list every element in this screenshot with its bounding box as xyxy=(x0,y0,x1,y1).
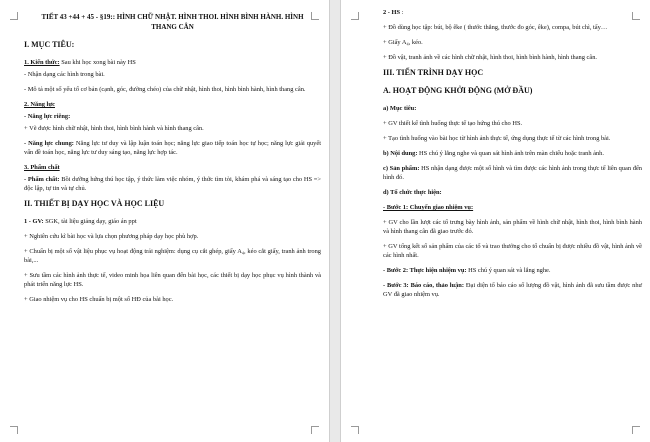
crop-mark-bottom-right xyxy=(311,426,319,434)
step-3-text: Đại diện tổ báo cáo số lượng đồ vật, hình ảnh đã sưu tầm được như GV đã giao nhiệm vụ. xyxy=(383,282,642,298)
section-process: III. TIẾN TRÌNH DẠY HỌC xyxy=(383,68,484,77)
section-objectives: I. MỤC TIÊU: xyxy=(24,40,75,49)
crop-mark-bottom-right xyxy=(632,426,640,434)
product-label: c) Sản phẩm: xyxy=(383,165,420,172)
specific-competence-line-1: + Vẽ được hình chữ nhật, hình thoi, hình bình hành và hình thang cân. xyxy=(24,125,204,132)
teacher-label: 1 - GV: xyxy=(24,218,44,225)
teacher-heading xyxy=(24,217,321,226)
general-competence xyxy=(24,139,321,157)
goal-heading xyxy=(383,104,642,113)
step-3-label: - Bước 3: Báo cáo, thảo luận: xyxy=(383,282,464,289)
teacher-line-4: + Giao nhiệm vụ cho HS chuẩn bị một số HĐ của bài học. xyxy=(24,296,174,303)
knowledge-line-1: - Nhận dạng các hình trong bài. xyxy=(24,71,105,78)
step-2-text: HS chú ý quan sát và lắng nghe. xyxy=(466,267,551,274)
student-line-1: + Đồ dùng học tập: bút, bộ êke ( thước thẳng, thước đo góc, êke), compa, bút chì, tẩy… xyxy=(383,24,608,31)
step-1-label: - Bước 1: Chuyển giao nhiệm vụ: xyxy=(383,204,474,211)
organization-label: d) Tổ chức thực hiện: xyxy=(383,189,442,196)
student-line-3: + Đồ vật, tranh ảnh về các hình chữ nhật, hình thoi, hình bình hành, hình thang cân. xyxy=(383,54,598,61)
qualities-heading xyxy=(24,163,321,172)
teacher-line-2: + Chuẩn bị một số vật liệu phục vụ hoạt động trải nghiệm: dụng cụ cắt ghép, giấy A₄, kéo cắt giấy, tranh ảnh trong bài,... xyxy=(24,248,321,264)
competence-label: 2. Năng lực xyxy=(24,101,55,108)
goal-line-1: + GV thiết kế tình huống thực tế tạo hứng thú cho HS. xyxy=(383,120,523,127)
page-right xyxy=(340,0,650,442)
section-equipment: II. THIẾT BỊ DẠY HỌC VÀ HỌC LIỆU xyxy=(24,199,165,208)
product-text: HS nhận dạng được một số hình và tìm được các hình ảnh trong thực tế liên quan đến hình đó. xyxy=(383,165,642,181)
qualities-sub-label: - Phẩm chất: xyxy=(24,176,60,183)
teacher-text: SGK, tài liệu giảng dạy, giáo án ppt xyxy=(43,218,137,225)
knowledge-heading xyxy=(24,58,321,67)
step-1-heading xyxy=(383,203,642,212)
content-text: HS chú ý lắng nghe và quan sát hình ảnh trên màn chiếu hoặc tranh ảnh. xyxy=(417,150,604,157)
crop-mark-top-right xyxy=(632,12,640,20)
section-activity-a: A. HOẠT ĐỘNG KHỞI ĐỘNG (MỞ ĐẦU) xyxy=(383,86,533,95)
product-block xyxy=(383,164,642,182)
crop-mark-top-right xyxy=(311,12,319,20)
student-line-2: + Giấy A₄, kéo. xyxy=(383,39,423,46)
student-colon: : xyxy=(400,9,404,16)
organization-heading xyxy=(383,188,642,197)
step-2-block xyxy=(383,266,642,275)
step-2-label: - Bước 2: Thực hiện nhiệm vụ: xyxy=(383,267,467,274)
step-3-block xyxy=(383,281,642,299)
student-label: 2 - HS xyxy=(383,9,401,16)
specific-competence-label: - Năng lực riêng: xyxy=(24,113,71,120)
crop-mark-bottom-left xyxy=(10,426,18,434)
goal-line-2: + Tạo tình huống vào bài học từ hình ảnh thực tế, ứng dụng thực tế từ các hình trong bài. xyxy=(383,135,611,142)
student-heading xyxy=(383,8,642,17)
competence-heading xyxy=(24,100,321,109)
qualities-label: 3. Phẩm chất xyxy=(24,164,60,171)
crop-mark-top-left xyxy=(10,12,18,20)
general-competence-text: Năng lực tư duy và lập luận toán học; năng lực giao tiếp toán học tự học; năng lực giải quyết vấn đề toán học, năng lực tư duy sáng tạo, năng lực hợp tác. xyxy=(24,140,321,156)
teacher-line-3: + Sưu tầm các hình ảnh thực tế, video minh họa liên quan đến bài học, các thiết bị dạy học phục vụ hình thành và phát triển năng lực HS. xyxy=(24,272,321,288)
step-1-line-2: + GV tổng kết số sản phẩm của các tổ và trao thưởng cho tổ chuẩn bị được nhiều đồ vật, hình ảnh về các hình nhất. xyxy=(383,243,642,259)
qualities-text-block xyxy=(24,175,321,193)
lesson-title: TIẾT 43 +44 + 45 - §19:: HÌNH CHỮ NHẬT. HÌNH THOI. HÌNH BÌNH HÀNH. HÌNH THANG CÂN xyxy=(41,13,304,31)
specific-competence-heading xyxy=(24,112,321,121)
knowledge-text: Sau khi học xong bài này HS xyxy=(59,59,136,66)
general-competence-label: - Năng lực chung: xyxy=(24,140,74,147)
goal-label: a) Mục tiêu: xyxy=(383,105,417,112)
knowledge-label: 1. Kiến thức: xyxy=(24,59,60,66)
crop-mark-top-left xyxy=(351,12,359,20)
teacher-line-1: + Nghiên cứu kĩ bài học và lựa chọn phương pháp dạy học phù hợp. xyxy=(24,233,199,240)
content-block xyxy=(383,149,642,158)
crop-mark-bottom-left xyxy=(351,426,359,434)
knowledge-line-2: - Mô tả một số yếu tố cơ bản (cạnh, góc, đường chéo) của chữ nhật, hình thoi, hình bình hành, hình thang cân. xyxy=(24,86,306,93)
qualities-text: Bồi dưỡng hứng thú học tập, ý thức làm việc nhóm, ý thức tìm tòi, khám phá và sáng tạo cho HS => độc lập, tự tin và tự chủ. xyxy=(24,176,321,192)
content-label: b) Nội dung: xyxy=(383,150,418,157)
step-1-line-1: + GV cho lần lượt các tổ trưng bày hình ảnh, sản phẩm về hình chữ nhật, hình thoi, hình bình hành và hình thang cân đã giao trước đó. xyxy=(383,219,642,235)
